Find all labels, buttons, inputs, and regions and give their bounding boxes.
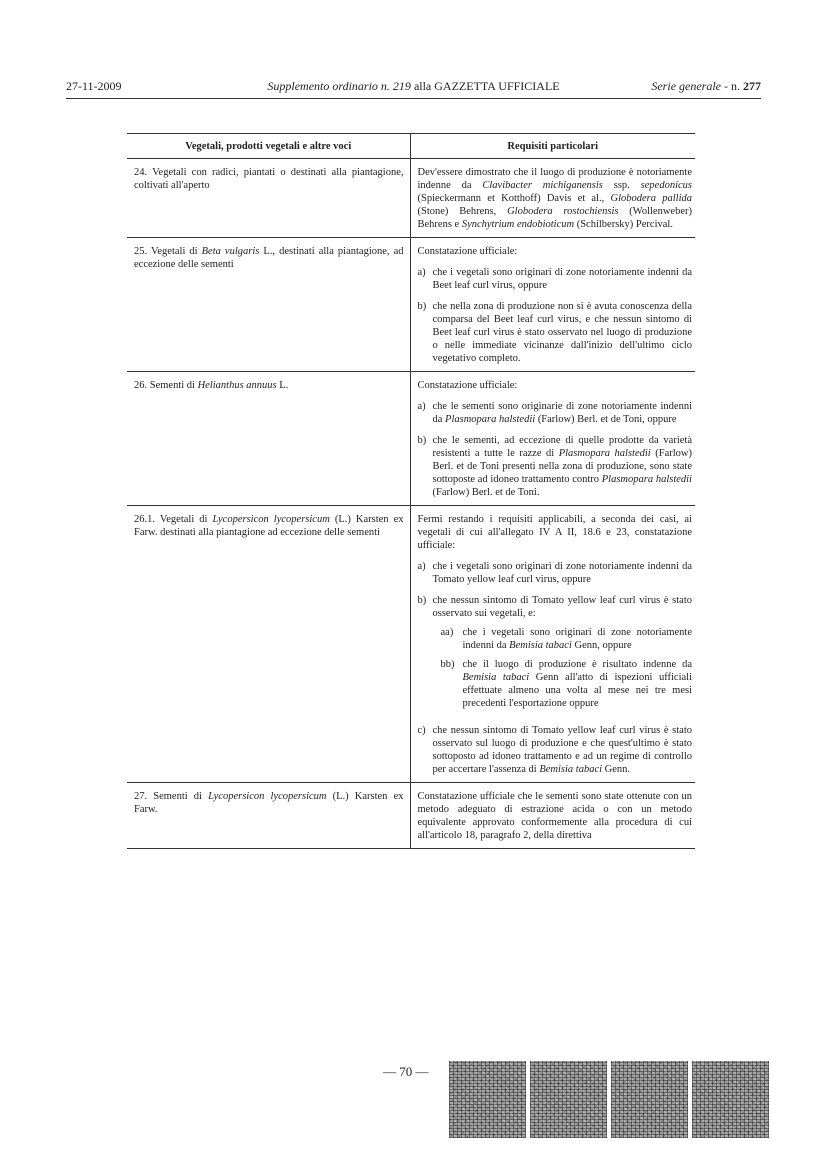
item-text bbox=[433, 594, 693, 716]
header-series bbox=[651, 79, 761, 94]
species-name: Helianthus annuus bbox=[197, 380, 277, 391]
text-run: che nessun sintomo di Tomato yellow leaf curl virus è stato osservato sul luogo di produzione e che quest'ultimo è stato sottoposto ad idoneo trattamento e ad un regime di controllo per accertare l'assenza di bbox=[432, 725, 692, 775]
requirement-subitem-aa bbox=[441, 626, 693, 652]
item-text: che nella zona di produzione non si è avuta conoscenza della comparsa del Beet leaf curl virus, e che nessun sintomo di Beet leaf curl virus è stato osservato nel luogo di produzione o nelle immediate vicinanze dall'inizio dell'ultimo ciclo vegetativo completo. bbox=[432, 301, 692, 364]
header-series-sep: - n. bbox=[721, 79, 743, 93]
text-run: ssp. bbox=[602, 180, 641, 191]
row-26-1-requirement bbox=[410, 506, 695, 783]
requirement-item-b bbox=[418, 594, 693, 716]
requirement-item-b bbox=[418, 434, 693, 499]
text-run: Genn all'atto di ispezioni ufficiali effettuate almeno una volta al mese nei tre mesi precedenti l'esportazione oppure bbox=[462, 672, 693, 709]
header-issue-number: 277 bbox=[743, 79, 761, 93]
species-name: Lycopersicon lycopersicum bbox=[208, 791, 327, 802]
column-header-plants: Vegetali, prodotti vegetali e altre voci bbox=[127, 134, 410, 159]
table-row bbox=[127, 506, 695, 783]
item-label: b) bbox=[417, 595, 427, 606]
species-name: Plasmopara halstedii bbox=[445, 414, 536, 425]
header-series-name: Serie generale bbox=[651, 79, 721, 93]
table-row bbox=[127, 783, 695, 849]
species-name: Bemisia tabaci bbox=[462, 672, 530, 683]
table-row bbox=[127, 238, 695, 372]
barcode-image bbox=[449, 1061, 769, 1138]
text-run: (Farlow) Berl. et de Toni, oppure bbox=[535, 414, 677, 425]
text-run: 26.1. Vegetali di bbox=[134, 514, 213, 525]
row-25-plant bbox=[127, 238, 410, 372]
item-text: che i vegetali sono originari di zone notoriamente indenni da Tomato yellow leaf curl virus, oppure bbox=[432, 561, 692, 585]
text-run: (Stone) Behrens, bbox=[417, 206, 508, 217]
requirement-intro: Constatazione ufficiale: bbox=[417, 246, 518, 257]
species-name: Globodera rostochiensis bbox=[507, 206, 619, 217]
text-run: che il luogo di produzione è risultato indenne da bbox=[462, 659, 692, 670]
row-27-plant bbox=[127, 783, 410, 849]
header-rule bbox=[66, 98, 761, 99]
item-label: b) bbox=[417, 301, 427, 312]
species-name: Bemisia tabaci bbox=[509, 640, 572, 651]
text-run: (Schilbersky) Percival. bbox=[574, 219, 673, 230]
item-text bbox=[463, 626, 693, 652]
species-name: Beta vulgaris bbox=[201, 246, 260, 257]
species-name: sepedonicus bbox=[640, 180, 692, 191]
text-run: che i vegetali sono originari di zone notoriamente indenni da bbox=[462, 627, 692, 651]
header-supplement: Supplemento ordinario n. 219 bbox=[267, 79, 411, 93]
barcode-block bbox=[449, 1061, 526, 1138]
table-header-row bbox=[127, 134, 695, 159]
barcode-block bbox=[692, 1061, 769, 1138]
barcode-block bbox=[611, 1061, 688, 1138]
species-name: Lycopersicon lycopersicum bbox=[212, 514, 330, 525]
requirement-item-a bbox=[418, 400, 693, 426]
text-run: (L.) Karsten ex Farw. destinati alla piantagione ad eccezione delle sementi bbox=[134, 514, 404, 538]
requirement-intro: Fermi restando i requisiti applicabili, a seconda dei casi, ai vegetali di cui all'allegato IV A II, 18.6 e 23, constatazione ufficiale: bbox=[417, 514, 692, 551]
barcode-block bbox=[530, 1061, 607, 1138]
text-run: (L.) Karsten ex Farw. bbox=[134, 791, 404, 815]
species-name: Plasmopara halstedii bbox=[558, 448, 651, 459]
text-run: 26. Sementi di bbox=[134, 380, 198, 391]
row-24-requirement bbox=[410, 159, 695, 238]
header-date: 27-11-2009 bbox=[66, 79, 122, 93]
row-25-requirement bbox=[410, 238, 695, 372]
item-label: a) bbox=[417, 561, 426, 572]
species-name: Clavibacter michiganensis bbox=[482, 180, 603, 191]
text-run: che le sementi, ad eccezione di quelle prodotte da varietà resistenti a tutte le razze di bbox=[432, 435, 692, 459]
requirement-subitem-bb bbox=[441, 658, 693, 710]
item-text-intro: che nessun sintomo di Tomato yellow leaf curl virus è stato osservato sui vegetali, e: bbox=[432, 595, 692, 619]
item-text bbox=[433, 724, 693, 776]
table-row bbox=[127, 372, 695, 506]
row-26-plant bbox=[127, 372, 410, 506]
requirement-intro: Constatazione ufficiale: bbox=[417, 380, 518, 391]
text-run: (Farlow) Berl. et de Toni presenti nella zona di produzione, sono state sottoposte ad idoneo trattamento contro bbox=[432, 448, 692, 485]
text-run: Dev'essere dimostrato che il luogo di produzione è notoriamente indenne da bbox=[417, 167, 692, 191]
text-run: (Wollenweber) Behrens e bbox=[417, 206, 692, 230]
requirement-item-a bbox=[418, 266, 693, 292]
item-label: bb) bbox=[440, 659, 455, 670]
text-run: che le sementi sono originarie di zone notoriamente indenni da bbox=[432, 401, 692, 425]
requirement-item-b bbox=[418, 300, 693, 365]
item-text bbox=[433, 434, 693, 499]
row-26-requirement bbox=[410, 372, 695, 506]
page-number: — 70 — bbox=[383, 1064, 429, 1079]
requirement-item-a bbox=[418, 560, 693, 586]
item-label: a) bbox=[417, 267, 426, 278]
text-run: (Spieckermann et Kotthoff) Davis et al., bbox=[417, 193, 611, 204]
table-row bbox=[127, 159, 695, 238]
text-run: L. bbox=[276, 380, 289, 391]
text-run: (Farlow) Berl. et de Toni. bbox=[432, 487, 540, 498]
item-text bbox=[433, 400, 693, 426]
text-run: 25. Vegetali di bbox=[134, 246, 202, 257]
text-run: Genn, oppure bbox=[571, 640, 632, 651]
species-name: Bemisia tabaci bbox=[539, 764, 603, 775]
item-label: a) bbox=[417, 401, 426, 412]
item-label: b) bbox=[417, 435, 427, 446]
column-header-requirements: Requisiti particolari bbox=[410, 134, 695, 159]
text-run: Genn. bbox=[602, 764, 631, 775]
species-name: Synchytrium endobioticum bbox=[461, 219, 575, 230]
item-label: c) bbox=[417, 725, 426, 736]
requirements-table bbox=[127, 133, 695, 849]
item-text bbox=[463, 658, 693, 710]
text-run: L., destinati alla piantagione, ad eccezione delle sementi bbox=[134, 246, 404, 270]
item-label: aa) bbox=[440, 627, 454, 638]
item-text: che i vegetali sono originari di zone notoriamente indenni da Beet leaf curl virus, oppure bbox=[432, 267, 692, 291]
species-name: Globodera pallida bbox=[610, 193, 692, 204]
page-header bbox=[66, 79, 761, 95]
header-gazzetta: alla GAZZETTA UFFICIALE bbox=[410, 79, 560, 93]
requirement-item-c bbox=[418, 724, 693, 776]
species-name: Plasmopara halstedii bbox=[601, 474, 692, 485]
text-run: 27. Sementi di bbox=[134, 791, 209, 802]
row-27-requirement: Constatazione ufficiale che le sementi sono state ottenute con un metodo adeguato di estrazione acida o con un metodo equivalente approvato conformemente alla procedura di cui all'articolo 18, paragrafo 2, della direttiva bbox=[410, 783, 695, 849]
row-24-plant: 24. Vegetali con radici, piantati o destinati alla piantagione, coltivati all'aperto bbox=[127, 159, 410, 238]
row-26-1-plant bbox=[127, 506, 410, 783]
